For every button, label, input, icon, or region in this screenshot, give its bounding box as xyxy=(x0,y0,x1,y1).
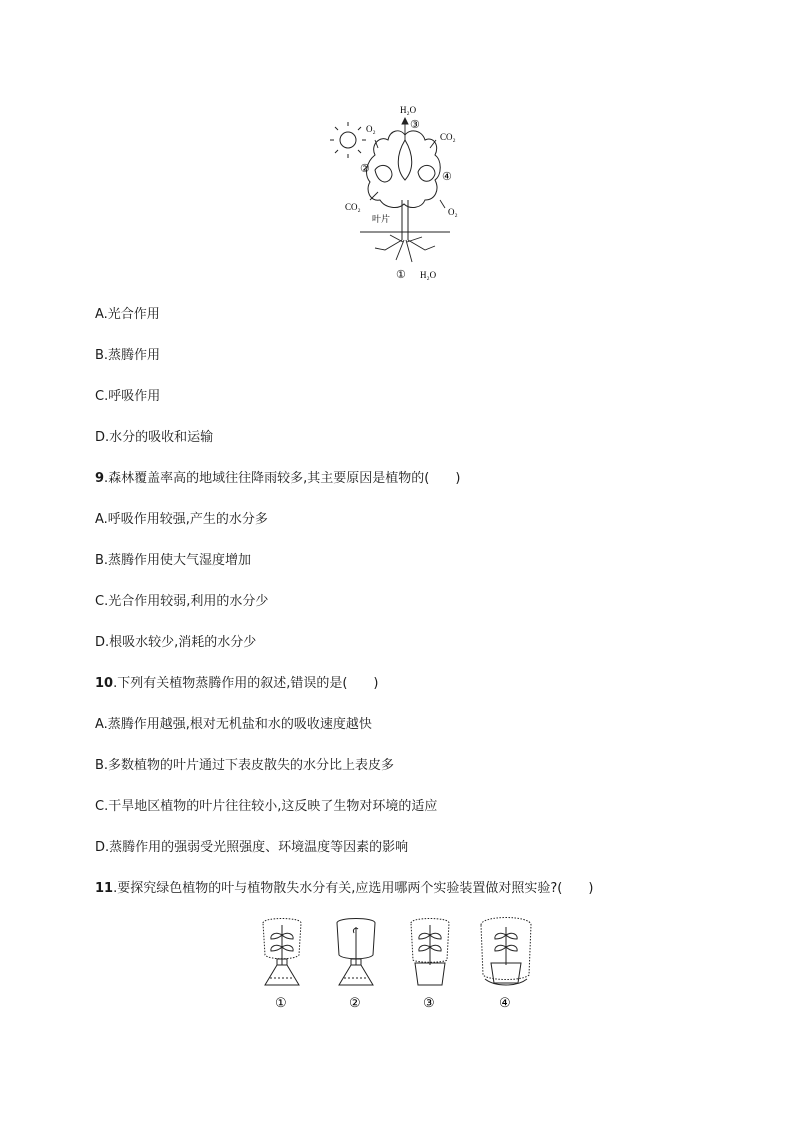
h2o-bottom-label: H₂O xyxy=(420,270,437,280)
setup-3-label: ③ xyxy=(423,995,435,1010)
q10-number: 10 xyxy=(95,676,114,691)
o2-right-label: O₂ xyxy=(448,207,458,217)
o2-left-label: O₂ xyxy=(366,124,376,134)
q8-option-c: C.呼吸作用 xyxy=(95,389,161,404)
q10-option-d: D.蒸腾作用的强弱受光照强度、环境温度等因素的影响 xyxy=(95,840,409,855)
q9-option-a: A.呼吸作用较强,产生的水分多 xyxy=(95,512,268,527)
q10-option-a: A.蒸腾作用越强,根对无机盐和水的吸收速度越快 xyxy=(95,717,372,732)
q9-stem-line xyxy=(95,470,460,488)
q11-number: 11 xyxy=(95,881,114,896)
q10-option-c: C.干旱地区植物的叶片往往较小,这反映了生物对环境的适应 xyxy=(95,799,438,814)
q11-stem-line xyxy=(95,880,593,898)
q8-option-a: A.光合作用 xyxy=(95,307,160,322)
h2o-top-label: H₂O xyxy=(400,105,417,115)
setup-4-label: ④ xyxy=(499,995,511,1010)
plant-gas-exchange-figure xyxy=(330,100,470,285)
q10-stem-line xyxy=(95,675,379,693)
q9-option-d: D.根吸水较少,消耗的水分少 xyxy=(95,635,257,650)
setup-4 xyxy=(481,918,531,986)
leaf-left xyxy=(375,165,392,182)
roots xyxy=(375,235,435,262)
q10-option-b: B.多数植物的叶片通过下表皮散失的水分比上表皮多 xyxy=(95,758,395,773)
experiment-setups-figure xyxy=(255,915,545,1015)
q9-option-c: C.光合作用较弱,利用的水分少 xyxy=(95,594,269,609)
q8-option-d: D.水分的吸收和运输 xyxy=(95,430,214,445)
leaf-right xyxy=(418,165,435,181)
q9-option-b: B.蒸腾作用使大气湿度增加 xyxy=(95,553,252,568)
q9-number: 9 xyxy=(95,471,105,486)
setup-1-label: ① xyxy=(275,995,287,1010)
label-3: ③ xyxy=(410,119,420,131)
setup-2 xyxy=(337,919,375,986)
label-2: ② xyxy=(360,163,370,175)
label-1: ① xyxy=(396,269,406,281)
arrows xyxy=(370,118,445,208)
q11-stem: .要探究绿色植物的叶与植物散失水分有关,应选用哪两个实验装置做对照实验?( ) xyxy=(113,881,594,896)
setup-2-label: ② xyxy=(349,995,361,1010)
setup-3 xyxy=(411,919,449,986)
leaf-center xyxy=(398,140,412,180)
label-4: ④ xyxy=(442,171,452,183)
q8-option-b: B.蒸腾作用 xyxy=(95,348,161,363)
q10-stem: .下列有关植物蒸腾作用的叙述,错误的是( ) xyxy=(113,676,379,691)
q9-stem: .森林覆盖率高的地域往往降雨较多,其主要原因是植物的( ) xyxy=(104,471,461,486)
setup-1 xyxy=(263,919,301,986)
co2-right-label: CO₂ xyxy=(440,132,456,142)
sun-icon xyxy=(330,122,366,158)
co2-left-label: CO₂ xyxy=(345,202,361,212)
leaf-label: 叶片 xyxy=(372,214,391,224)
